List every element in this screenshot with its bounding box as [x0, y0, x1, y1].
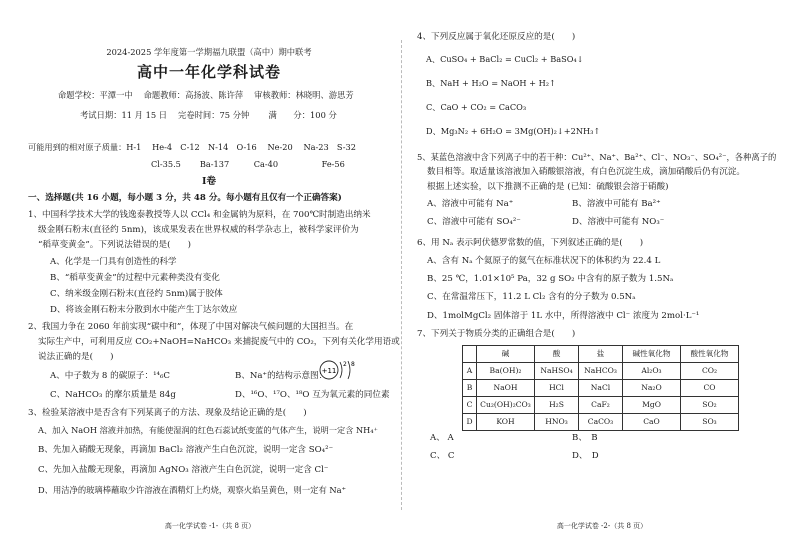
table-header-cell: 碱 — [477, 346, 535, 363]
volume-label: Ⅰ卷 — [202, 176, 216, 187]
q2-stem-line2: 实际生产中，可利用反应 CO₂+NaOH=NaHCO₃ 来捕捉废气中的 CO₂，下列有关化学用语或 — [38, 337, 400, 347]
q7-stem: 7、下列关于物质分类的正确组合是( ) — [417, 329, 576, 339]
q6-option-a: A、含有 Nₐ 个氦原子的氦气在标准状况下的体积约为 22.4 L — [427, 256, 661, 266]
q1-option-b: B、“稻草变黄金”的过程中元素种类没有变化 — [50, 273, 220, 283]
table-cell: CO₂ — [681, 363, 739, 380]
atomic-mass-line1: 可能用到的相对原子质量：H-1 He-4 C-12 N-14 O-16 Ne-20 Na-23 S-32 — [28, 142, 356, 152]
table-header-cell — [463, 346, 477, 363]
atom-nucleus-label: +11 — [321, 367, 337, 375]
q7-classification-table — [462, 345, 739, 431]
q5-stem-line3: 根据上述实验，以下推测不正确的是 (已知：硫酸银会溶于硝酸) — [427, 182, 669, 192]
q6-option-d: D、1molMgCl₂ 固体溶于 1L 水中，所得溶液中 Cl⁻ 浓度为 2mol·L⁻¹ — [427, 311, 700, 321]
table-cell: NaHCO₃ — [579, 363, 623, 380]
table-header-cell: 盐 — [579, 346, 623, 363]
q1-stem-line2: 级金刚石粉末(直径约 5nm)，该成果发表在世界权威的科学杂志上，被科学家评价为 — [38, 225, 359, 235]
table-cell: SO₂ — [681, 397, 739, 414]
table-cell: CaCO₃ — [579, 414, 623, 431]
q4-option-b: B、NaH + H₂O = NaOH + H₂↑ — [426, 78, 556, 88]
q2-option-a: A、中子数为 8 的碳原子：¹⁴₆C — [50, 371, 170, 381]
table-cell: CO — [681, 380, 739, 397]
table-cell: NaCl — [579, 380, 623, 397]
table-cell: SO₃ — [681, 414, 739, 431]
table-cell: Cu₂(OH)₂CO₃ — [477, 397, 535, 414]
page-fold-line — [401, 40, 402, 510]
q4-option-a: A、CuSO₄ + BaCl₂ = CuCl₂ + BaSO₄↓ — [426, 54, 584, 64]
q6-option-c: C、在常温常压下，11.2 L Cl₂ 含有的分子数为 0.5Nₐ — [427, 292, 636, 302]
table-row — [463, 380, 739, 397]
exam-authors: 命题学校：平潭一中 命题教师：高扬波、陈许萍 审核教师：林晓明、游思芳 — [58, 90, 354, 100]
q5-option-b: B、溶液中可能有 Ba²⁺ — [572, 199, 661, 209]
q3-option-a: A、加入 NaOH 溶液并加热，有能使湿润的红色石蕊试纸变蓝的气体产生，说明一定含 NH₄⁺ — [38, 425, 378, 435]
table-cell: MgO — [623, 397, 681, 414]
table-cell: KOH — [477, 414, 535, 431]
table-cell: HCl — [535, 380, 579, 397]
q5-option-d: D、溶液中可能有 NO₃⁻ — [572, 217, 665, 227]
table-cell: NaHSO₄ — [535, 363, 579, 380]
q5-option-c: C、溶液中可能有 SO₄²⁻ — [427, 217, 521, 227]
table-cell: CaF₂ — [579, 397, 623, 414]
q2-stem-line1: 2、我国力争在 2060 年前实现“碳中和”，体现了中国对解决气候问题的大国担当。在 — [28, 322, 354, 332]
q2-option-d: D、¹⁶O、¹⁷O、¹⁸O 互为氧元素的同位素 — [235, 390, 390, 400]
q3-stem: 3、检验某溶液中是否含有下列某离子的方法、现象及结论正确的是( ) — [28, 408, 307, 418]
q4-option-c: C、CaO + CO₂ = CaCO₃ — [426, 102, 527, 112]
q1-option-d: D、将该金刚石粉末分散到水中能产生丁达尔效应 — [50, 305, 238, 315]
atom-shell1-label: 2 — [343, 361, 347, 368]
q6-option-b: B、25 ℃，1.01×10⁵ Pa，32 g SO₂ 中含有的原子数为 1.5Nₐ — [427, 274, 674, 284]
q2-option-c: C、NaHCO₃ 的摩尔质量是 84g — [50, 390, 176, 400]
table-cell: B — [463, 380, 477, 397]
table-cell: D — [463, 414, 477, 431]
q4-option-d: D、Mg₃N₂ + 6H₂O = 3Mg(OH)₂↓+2NH₃↑ — [426, 126, 601, 136]
table-cell: Ba(OH)₂ — [477, 363, 535, 380]
q5-stem-line2: 数目相等。取适量该溶液加入硝酸银溶液，有白色沉淀生成，滴加硝酸后仍有沉淀。 — [427, 167, 745, 177]
q1-stem-line1: 1、中国科学技术大学的钱逸泰教授等人以 CCl₄ 和金属钠为原料，在 700℃时制造出纳米 — [28, 210, 371, 220]
q3-option-b: B、先加入硝酸无现象，再滴加 BaCl₂ 溶液产生白色沉淀，说明一定含 SO₄²⁻ — [38, 445, 334, 455]
q7-option-b: B、 B — [572, 433, 598, 443]
q2-option-b: B、Na⁺的结构示意图： — [235, 371, 328, 381]
q5-option-a: A、溶液中可能有 Na⁺ — [427, 199, 514, 209]
table-header-cell: 酸性氧化物 — [681, 346, 739, 363]
q1-option-c: C、纳米级金刚石粉末(直径约 5nm)属于胶体 — [50, 289, 223, 299]
q7-option-a: A、 A — [430, 433, 454, 443]
table-cell: HNO₃ — [535, 414, 579, 431]
section-heading: 一、选择题(共 16 小题，每小题 3 分，共 48 分。每小题有且仅有一个正确答案) — [28, 193, 342, 203]
table-header-row — [463, 346, 739, 363]
table-cell: C — [463, 397, 477, 414]
page-footer-right: 高一化学试卷 -2-（共 8 页） — [556, 522, 648, 530]
q1-stem-line3: “稻草变黄金”。下列说法错误的是( ) — [38, 240, 191, 250]
q2-stem-line3: 说法正确的是( ) — [38, 352, 114, 362]
q3-option-d: D、用洁净的玻璃棒蘸取少许溶液在酒精灯上灼烧，观察火焰呈黄色，则一定有 Na⁺ — [38, 485, 346, 495]
exam-date-info: 考试日期：11 月 15 日 完卷时间：75 分钟 满 分：100 分 — [80, 110, 337, 120]
table-cell: A — [463, 363, 477, 380]
q7-option-d: D、 D — [572, 451, 599, 461]
table-row — [463, 363, 739, 380]
table-cell: Na₂O — [623, 380, 681, 397]
table-cell: NaOH — [477, 380, 535, 397]
atomic-mass-line2: Cl-35.5 Ba-137 Ca-40 Fe-56 — [151, 159, 345, 169]
table-cell: CaO — [623, 414, 681, 431]
page-footer-left: 高一化学试卷 -1-（共 8 页） — [164, 522, 256, 530]
q7-option-c: C、 C — [430, 451, 455, 461]
table-header-cell: 酸 — [535, 346, 579, 363]
sodium-ion-structure-diagram — [318, 356, 360, 384]
table-header-cell: 碱性氧化物 — [623, 346, 681, 363]
q5-stem-line1: 5、某蓝色溶液中含下列离子中的若干种：Cu²⁺、Na⁺、Ba²⁺、Cl⁻、NO₃⁻、SO₄²⁻，各种离子的 — [417, 152, 777, 162]
table-cell: Al₂O₃ — [623, 363, 681, 380]
exam-header-line: 2024-2025 学年度第一学期福九联盟（高中）期中联考 — [106, 47, 312, 57]
q3-option-c: C、先加入盐酸无现象，再滴加 AgNO₃ 溶液产生白色沉淀，说明一定含 Cl⁻ — [38, 465, 329, 475]
table-row — [463, 414, 739, 431]
table-row — [463, 397, 739, 414]
table-cell: H₂S — [535, 397, 579, 414]
exam-title: 高中一年化学科试卷 — [136, 63, 281, 81]
q6-stem: 6、用 Nₐ 表示阿伏德罗常数的值，下列叙述正确的是( ) — [417, 238, 644, 248]
q4-stem: 4、下列反应属于氧化还原反应的是( ) — [417, 32, 576, 42]
q1-option-a: A、化学是一门具有创造性的科学 — [50, 257, 177, 267]
atom-shell2-label: 8 — [351, 361, 355, 368]
